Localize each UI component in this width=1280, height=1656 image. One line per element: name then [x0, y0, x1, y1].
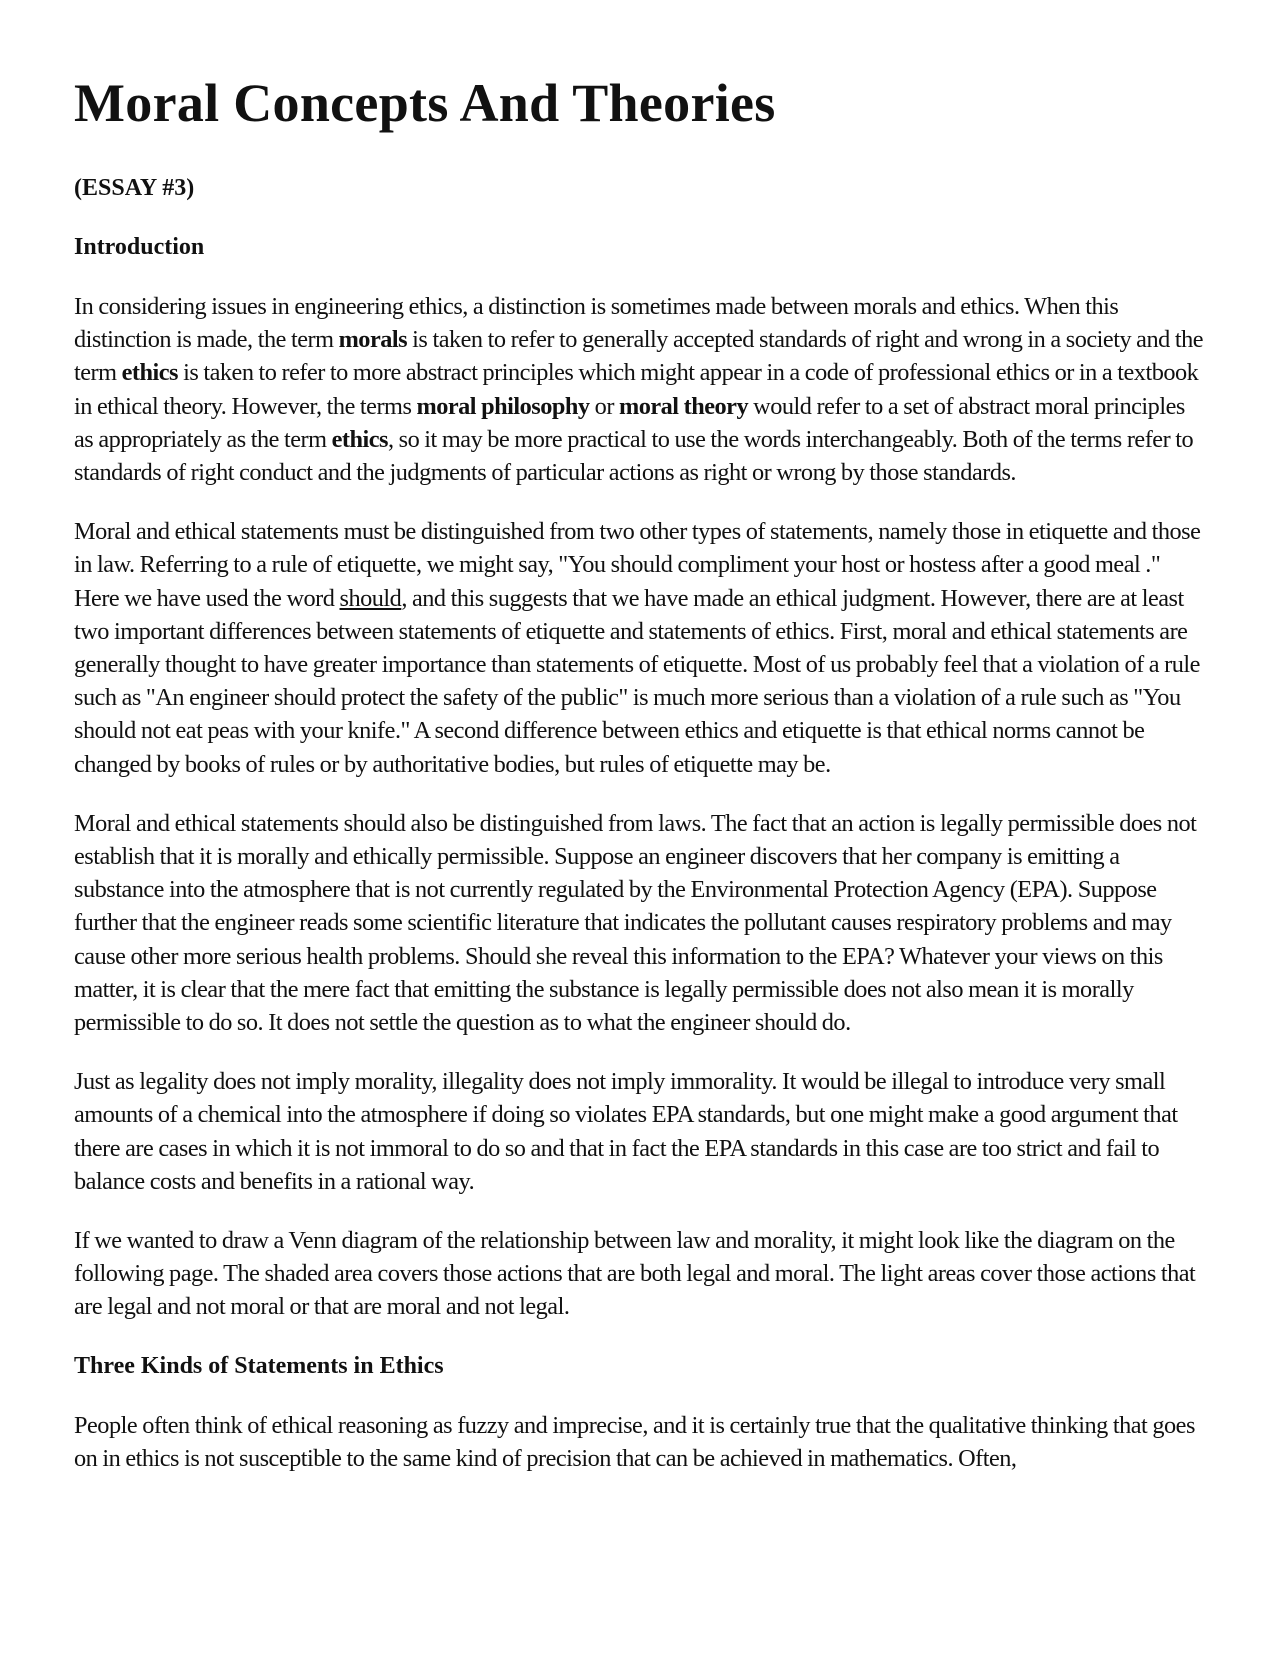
text-run: is taken to refer to more abstract principles which might appear in a code of professional ethics or in a textbook in ethical theory. However, the terms: [74, 359, 1199, 420]
text-run: Moral and ethical statements must be distinguished from two other types of statements, namely those in etiquette and those in law. Referring to a rule of etiquette, we might say, "You should compliment your host or hostess after a good meal ." Here we have used the word: [74, 518, 1201, 612]
page-title: Moral Concepts And Theories: [74, 73, 776, 133]
text-run: , and this suggests that we have made an ethical judgment. However, there are at least two important differences between statements of etiquette and statements of ethics. First, moral and ethical statements are generally thought to have greater importance than statements of etiquette. Most of us probably feel that a violation of a rule such as "An engineer should protect the safety of the public" is much more serious than a violation of a rule such as "You should not eat peas with your knife." A second difference between ethics and etiquette is that ethical norms cannot be changed by books of rules or by authoritative bodies, but rules of etiquette may be.: [74, 584, 1200, 778]
term-morals: morals: [338, 326, 408, 354]
term-moral-theory: moral theory: [618, 392, 749, 420]
paragraph-etiquette: [74, 515, 1208, 781]
section-heading-three-kinds: Three Kinds of Statements in Ethics: [74, 1352, 444, 1379]
paragraph-morals-ethics: [74, 290, 1208, 489]
term-ethics: ethics: [121, 359, 178, 387]
text-run: is taken to refer to generally accepted standards of right and wrong in a society and the term: [74, 326, 1203, 387]
term-moral-philosophy: moral philosophy: [416, 392, 590, 420]
text-run: , so it may be more practical to use the words interchangeably. Both of the terms refer to standards of right conduct and the judgments of particular actions as right or wrong by those standards.: [74, 425, 1194, 487]
essay-label: (ESSAY #3): [74, 175, 195, 201]
text-run: In considering issues in engineering ethics, a distinction is sometimes made between morals and ethics. When this distinction is made, the term: [74, 293, 1119, 354]
paragraph-ethical-reasoning: People often think of ethical reasoning as fuzzy and imprecise, and it is certainly true that the qualitative thinking that goes on in ethics is not susceptible to the same kind of precision that can be achieved in mathematics. Often,: [74, 1411, 1195, 1472]
text-run: would refer to a set of abstract moral principles as appropriately as the term: [74, 392, 1185, 453]
text-run: or: [589, 392, 619, 420]
document-page: [74, 70, 1208, 1501]
paragraph-laws: Moral and ethical statements should also be distinguished from laws. The fact that an action is legally permissible does not establish that it is morally and ethically permissible. Suppose an engineer discovers that her company is emitting a substance into the atmosphere that is not currently regulated by the Environmental Protection Agency (EPA). Suppose further that the engineer reads some scientific literature that indicates the pollutant causes respiratory problems and may cause other more serious health problems. Should she reveal this information to the EPA? Whatever your views on this matter, it is clear that the mere fact that emitting the substance is legally permissible does not also mean it is morally permissible to do so. It does not settle the question as to what the engineer should do.: [74, 809, 1197, 1037]
term-should: should: [339, 584, 402, 612]
paragraph-venn-diagram: If we wanted to draw a Venn diagram of the relationship between law and morality, it might look like the diagram on the following page. The shaded area covers those actions that are both legal and moral. The light areas cover those actions that are legal and not moral or that are moral and not legal.: [74, 1227, 1196, 1321]
section-heading-introduction: Introduction: [74, 234, 205, 260]
paragraph-legality: Just as legality does not imply morality, illegality does not imply immorality. It would be illegal to introduce very small amounts of a chemical into the atmosphere if doing so violates EPA standards, but one might make a good argument that there are cases in which it is not immoral to do so and that in fact the EPA standards in this case are too strict and fail to balance costs and benefits in a rational way.: [74, 1068, 1178, 1195]
term-ethics-2: ethics: [331, 425, 388, 453]
